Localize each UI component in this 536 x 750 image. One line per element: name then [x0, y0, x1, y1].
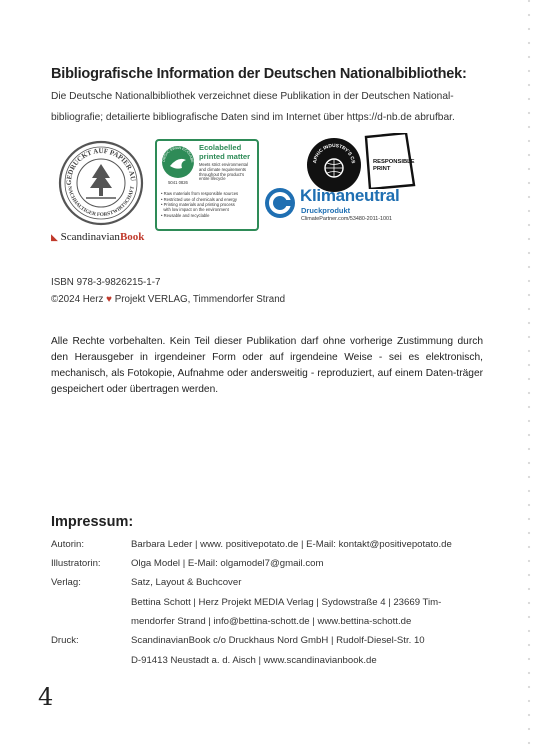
bibliography-line: Die Deutsche Nationalbibliothek verzeichnet diese Publikation in der Deutschen National- — [51, 91, 454, 102]
responsible-print-text: RESPONSIBLE PRINT — [373, 159, 415, 172]
scandinavianbook-name-bold: Book — [119, 231, 145, 243]
bibliography-line: bibliografie; detailierte bibliografische Daten sind im Internet über https://d-nb.de abrufbar. — [51, 112, 455, 123]
scandinavianbook-name: Scandinavian — [60, 231, 120, 243]
svg-text:NORDIC SWAN ECOLABEL: ORDIC SWAN ECOLABE — [161, 145, 195, 163]
isbn: ISBN 978-3-9826215-1-7 — [51, 277, 161, 288]
klimaneutral-title: Klimaneutral — [300, 186, 400, 205]
copyright-line — [51, 294, 285, 305]
responsible-print-badge-logo — [364, 133, 416, 189]
bibliography-text — [51, 86, 481, 128]
ecolabel-code: 5041 0826 — [168, 180, 188, 185]
ecolabel-description: Meets strict environmental and climate requirements throughout the product's entire lifecycle — [199, 162, 248, 182]
page-number: 4 — [38, 683, 54, 711]
csr-tool-badge-logo — [306, 137, 362, 193]
impressum-value: mendorfer Strand | info@bettina-schott.de | www.bettina-schott.de — [131, 616, 412, 627]
nordic-swan-ecolabel-logo — [155, 139, 259, 231]
impressum-label: Verlag: — [51, 577, 81, 588]
swan-icon — [160, 144, 196, 180]
impressum-value: ScandinavianBook c/o Druckhaus Nord GmbH | Rudolf-Diesel-Str. 10 — [131, 635, 425, 646]
impressum-value: Barbara Leder | www. positivepotato.de | E-Mail: kontakt@positivepotato.de — [131, 539, 452, 550]
impressum-value: Olga Model | E-Mail: olgamodel7@gmail.com — [131, 558, 324, 569]
impressum-label: Illustratorin: — [51, 558, 101, 569]
impressum-value: D-91413 Neustadt a. d. Aisch | www.scandinavianbook.de — [131, 655, 377, 666]
impressum-label: Druck: — [51, 635, 79, 646]
ecolabel-title: Ecolabelled printed matter — [199, 143, 251, 161]
ecolabel-bullets: • Raw materials from responsible sources • Restricted use of chemicals and energy • Printing materials and printing process with low impact on the environment • Reusable and recyclable — [161, 191, 239, 218]
copyright-text: ©2024 Herz — [51, 294, 107, 305]
impressum-value: Bettina Schott | Herz Projekt MEDIA Verlag | Sydowstraße 4 | 23669 Tim- — [131, 597, 442, 608]
scandinavianbook-logo — [51, 231, 144, 243]
impressum-label: Autorin: — [51, 539, 85, 550]
klimaneutral-id: ClimatePartner.com/53480-2011-1001 — [301, 216, 392, 222]
sustainable-forestry-stamp-logo — [58, 140, 144, 226]
impressum-title: Impressum: — [51, 514, 134, 530]
svg-text:THE GRAPHIC INDUSTRY'S CSR TOO: APHIC INDUSTRY'S CS — [313, 143, 355, 164]
klimaneutral-logo — [264, 186, 434, 230]
klimaneutral-subtitle: Druckprodukt — [301, 206, 351, 215]
bibliography-title: Bibliografische Information der Deutschen Nationalbibliothek: — [51, 66, 467, 82]
scandinavianbook-mark-icon: ◣ — [51, 232, 58, 242]
stamp-top-text: GEDRUCKT AUF PAPIER AU — [64, 146, 138, 186]
decorative-dot-pattern — [520, 0, 536, 750]
heart-icon: ♥ — [106, 294, 112, 305]
stamp-bottom-text: NACHHALTIGER FORSTWIRTSCHAFT — [66, 185, 136, 219]
impressum-value: Satz, Layout & Buchcover — [131, 577, 242, 588]
climatepartner-icon — [264, 187, 296, 219]
rights-notice: Alle Rechte vorbehalten. Kein Teil dieser Publikation darf ohne vorherige Zustimmung durch den Herausgeber in irgendeiner Form oder auf irgendeine Weise - sei es elektronisch, mechanisch, als Fotokopie, Aufnahme oder andersweitig - reproduziert, auf einem Daten-träger gespeichert oder übertragen werden. — [51, 336, 483, 395]
copyright-publisher: Projekt VERLAG, Timmendorfer Strand — [111, 294, 286, 305]
